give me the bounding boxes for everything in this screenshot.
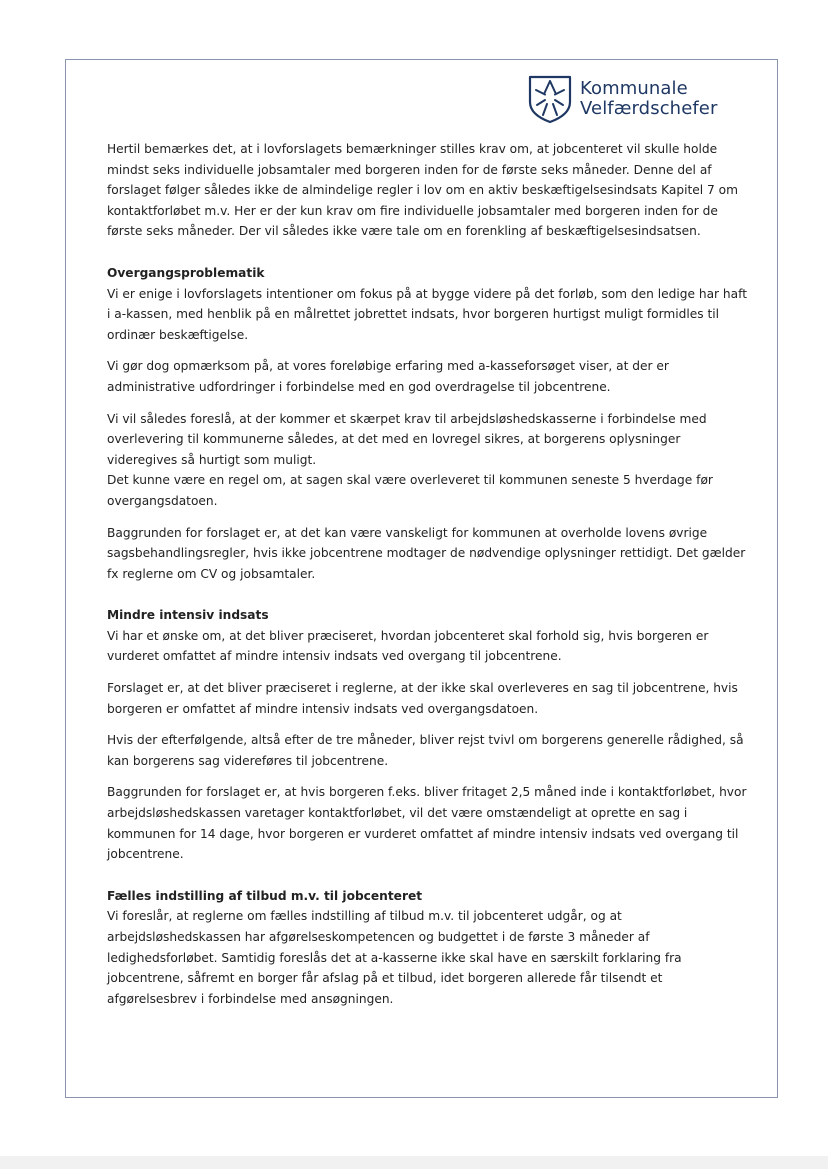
- intro-paragraph: Hertil bemærkes det, at i lovforslagets bemærkninger stilles krav om, at jobcenteret vil skulle holde mindst seks individuelle jobsamtaler med borgeren inden for de første seks måneder. Denne del af forslaget følger således ikke de almindelige regler i lov om en aktiv beskæftigelsesindsats Kapitel 7 om kontaktforløbet m.v. Her er der kun krav om fire individuelle jobsamtaler med borgeren inden for de første seks måneder. Der vil således ikke være tale om en forenkling af beskæftigelsesindsatsen.: [107, 142, 738, 239]
- paragraph: Forslaget er, at det bliver præciseret i reglerne, at der ikke skal overleveres en sag til jobcentrene, hvis borgeren er omfattet af mindre intensiv indsats ved overgangsdatoen.: [107, 681, 738, 716]
- letter-body: [107, 139, 747, 1009]
- section-heading-faelles-indstilling: Fælles indstilling af tilbud m.v. til jobcenteret: [107, 888, 423, 903]
- section-heading-overgangsproblematik: Overgangsproblematik: [107, 265, 265, 280]
- organization-logo: [527, 74, 717, 124]
- paragraph: Vi har et ønske om, at det bliver præciseret, hvordan jobcenteret skal forhold sig, hvis borgeren er vurderet omfattet af mindre intensiv indsats ved overgang til jobcentrene.: [107, 628, 709, 664]
- logo-title-line1: Kommunale: [580, 78, 688, 99]
- paragraph: Baggrunden for forslaget er, at hvis borgeren f.eks. bliver fritaget 2,5 måned inde i kontaktforløbet, hvor arbejdsløshedskassen varetager kontaktforløbet, vil det være omstændeligt at oprette en sag i kommunen for 14 dage, hvor borgeren er vurderet omfattet af mindre intensiv indsats ved overgang til jobcentrene.: [107, 785, 747, 862]
- paragraph: Vi gør dog opmærksom på, at vores foreløbige erfaring med a-kasseforsøget viser, at der er administrative udfordringer i forbindelse med en god overdragelse til jobcentrene.: [107, 359, 669, 394]
- page-bottom-edge: [0, 1156, 828, 1169]
- paragraph: Det kunne være en regel om, at sagen skal være overleveret til kommunen seneste 5 hverdage før overgangsdatoen.: [107, 473, 713, 508]
- paragraph: Vi vil således foreslå, at der kommer et skærpet krav til arbejdsløshedskasserne i forbindelse med overlevering til kommunerne således, at det med en lovregel sikres, at borgerens oplysninger videregives så hurtigt som muligt.: [107, 411, 707, 467]
- section-heading-mindre-intensiv-indsats: Mindre intensiv indsats: [107, 608, 269, 623]
- star-shield-icon: [527, 74, 573, 124]
- paragraph: Vi foreslår, at reglerne om fælles indstilling af tilbud m.v. til jobcenteret udgår, og at arbejdsløshedskassen har afgørelseskompetencen og budgettet i de første 3 måneder af ledighedsforløbet. Samtidig foreslås det at a-kasserne ikke skal have en særskilt forklaring fra jobcentrene, såfremt en borger får afslag på et tilbud, idet borgeren allerede får tilsendt et afgørelsesbrev i forbindelse med ansøgningen.: [107, 909, 682, 1006]
- paragraph: Hvis der efterfølgende, altså efter de tre måneder, bliver rejst tvivl om borgerens generelle rådighed, så kan borgerens sag videreføres til jobcentrene.: [107, 733, 744, 768]
- logo-title-line2: Velfærdschefer: [580, 98, 718, 119]
- paragraph: Vi er enige i lovforslagets intentioner om fokus på at bygge videre på det forløb, som den ledige har haft i a-kassen, med henblik på en målrettet jobrettet indsats, hvor borgeren hurtigst muligt formidles til ordinær beskæftigelse.: [107, 286, 747, 342]
- paragraph: Baggrunden for forslaget er, at det kan være vanskeligt for kommunen at overholde lovens øvrige sagsbehandlingsregler, hvis ikke jobcentrene modtager de nødvendige oplysninger rettidigt. Det gælder fx reglerne om CV og jobsamtaler.: [107, 525, 746, 581]
